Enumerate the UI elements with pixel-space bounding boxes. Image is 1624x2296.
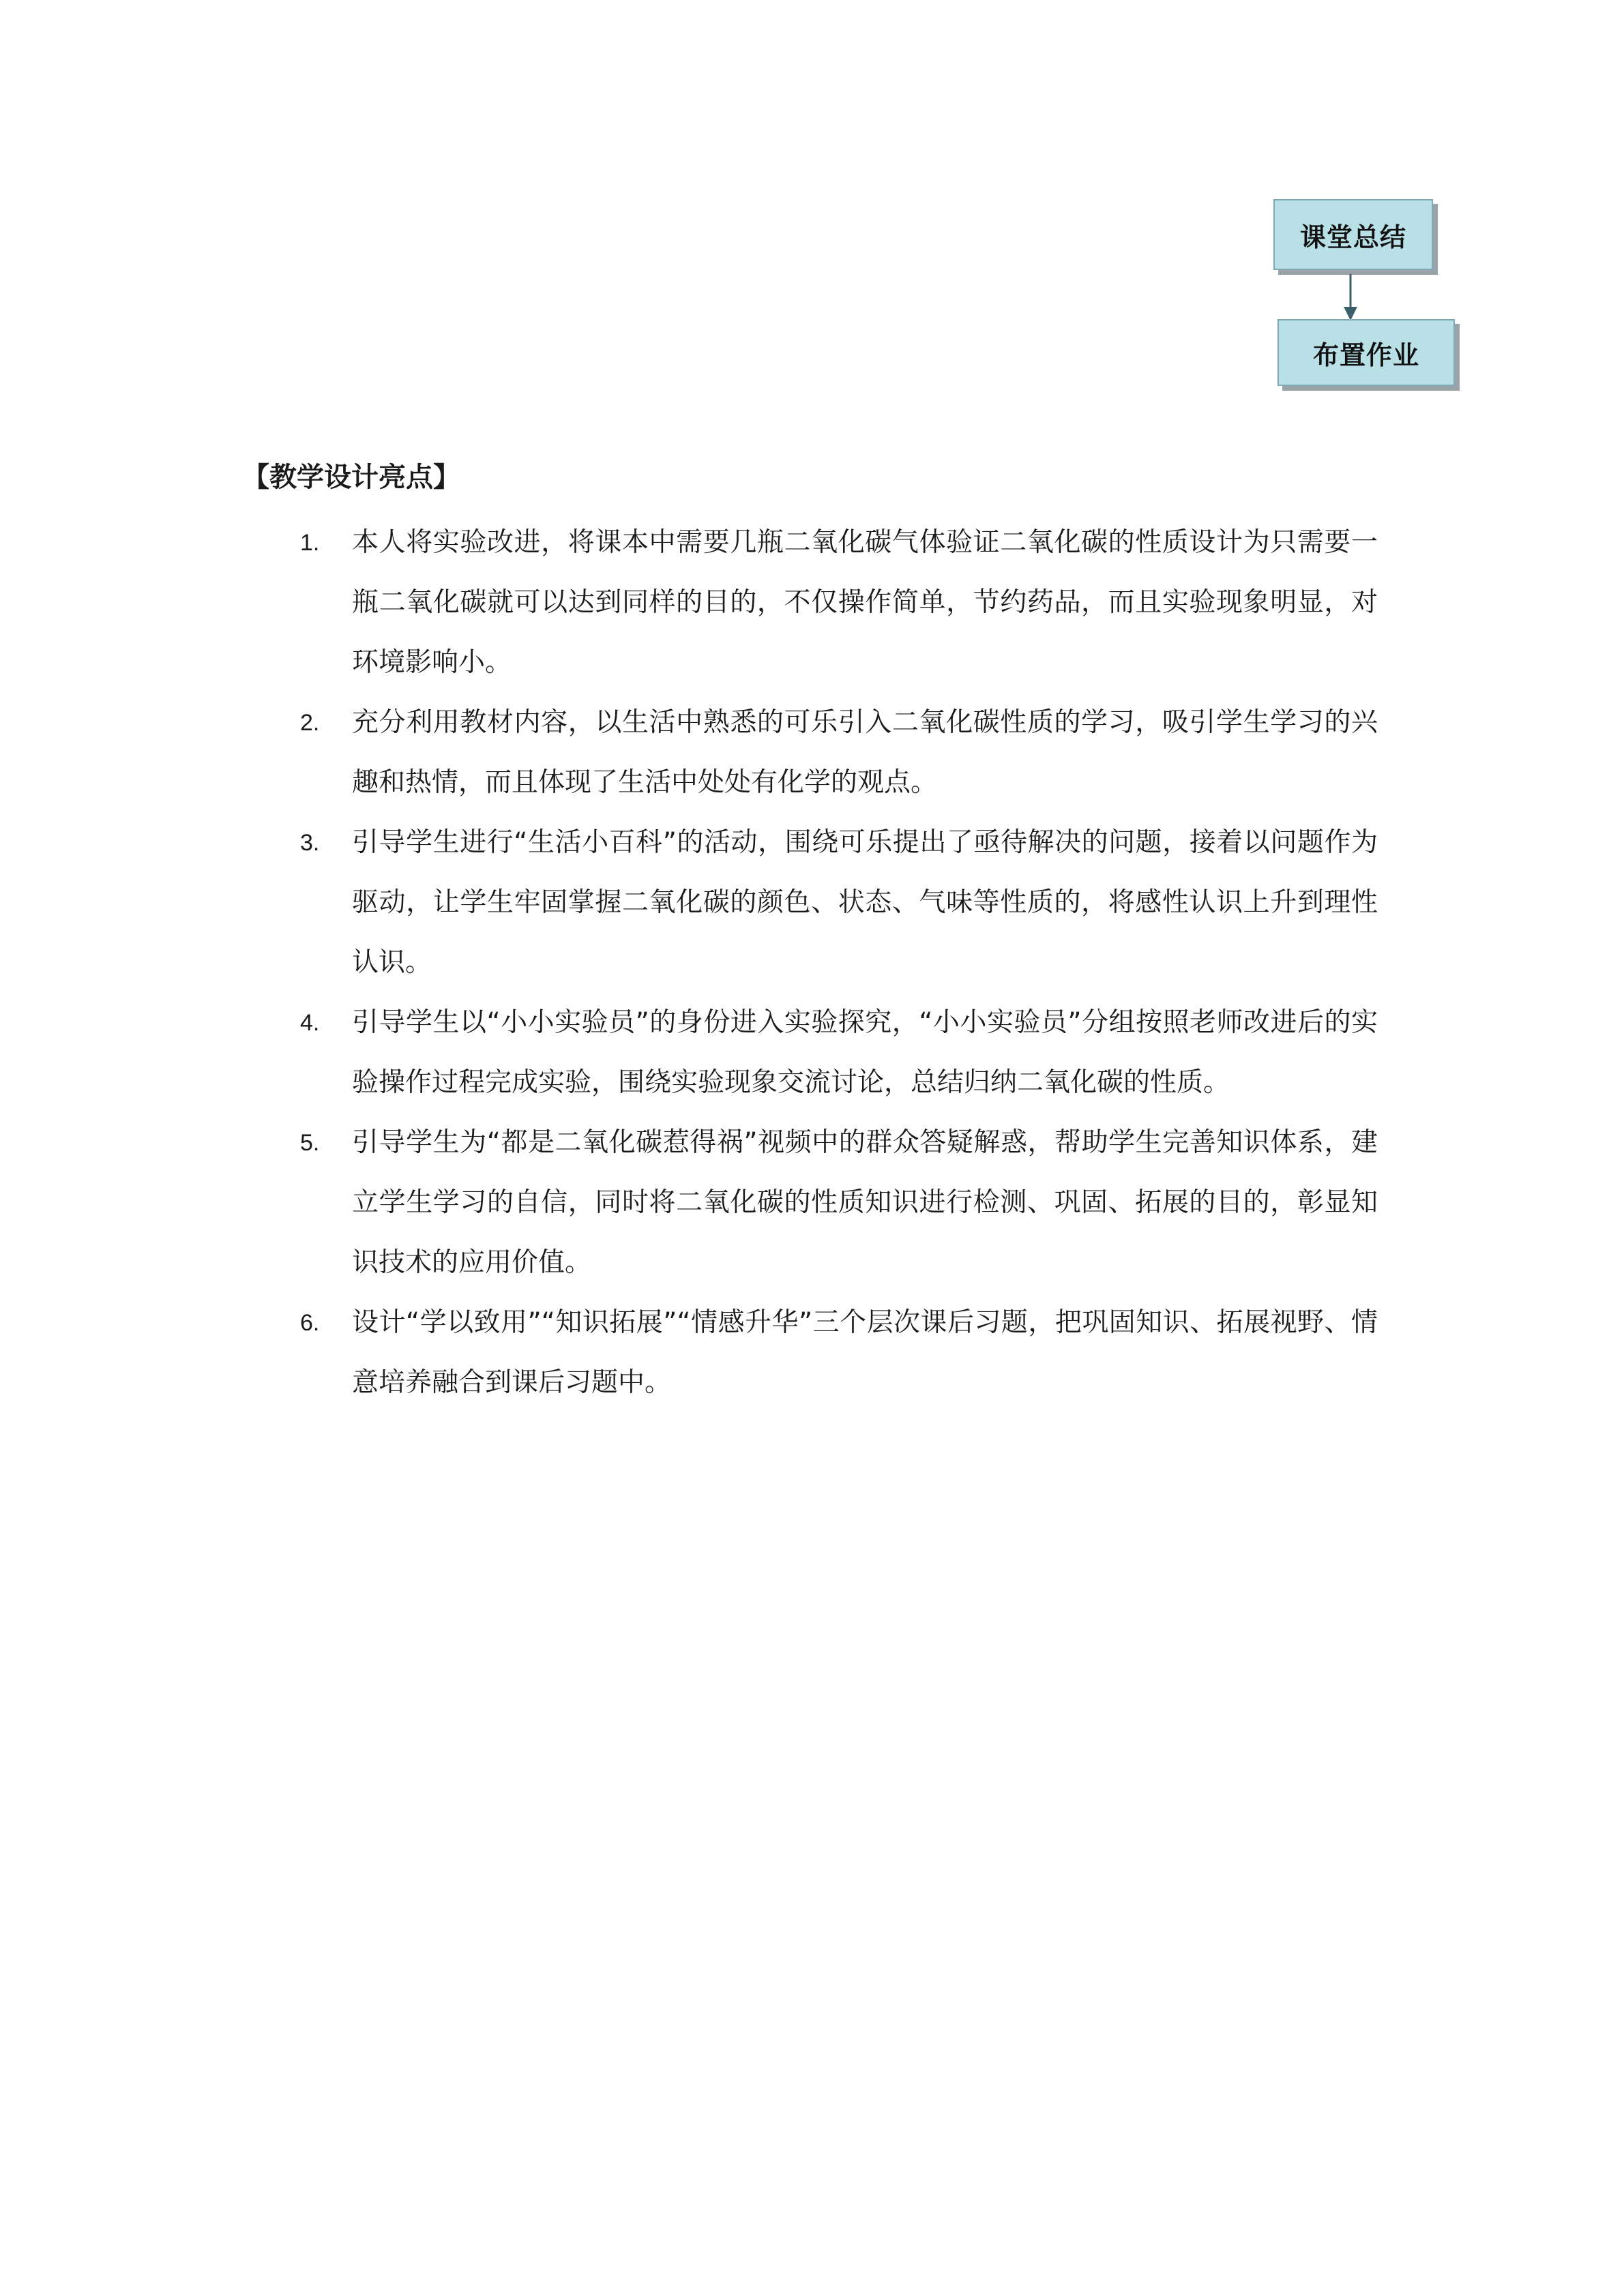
list-item (300, 513, 1378, 693)
flowchart-box-label: 布置作业 (1312, 340, 1419, 370)
item-text: 充分利用教材内容，以生活中熟悉的可乐引入二氧化碳性质的学习，吸引学生学习的兴趣和热情，而且体现了生活中处处有化学的观点。 (352, 707, 1378, 798)
section-title: 【教学设计亮点】 (242, 462, 460, 493)
item-number: 3. (300, 830, 320, 856)
list-item (300, 1113, 1378, 1293)
flowchart-arrow (1337, 274, 1364, 322)
item-number: 1. (300, 530, 320, 556)
highlights-list (300, 513, 1378, 1413)
item-text: 设计“学以致用”“知识拓展”“情感升华”三个层次课后习题，把巩固知识、拓展视野、情意培养融合到课后习题中。 (352, 1307, 1378, 1398)
flowchart-box-label: 课堂总结 (1299, 222, 1406, 252)
item-text: 引导学生以“小小实验员”的身份进入实验探究，“小小实验员”分组按照老师改进后的实验操作过程完成实验，围绕实验现象交流讨论，总结归纳二氧化碳的性质。 (352, 1007, 1378, 1098)
list-item (300, 813, 1378, 993)
flowchart-box-class-summary (1273, 199, 1433, 270)
item-number: 6. (300, 1310, 320, 1336)
flowchart-box-assign-homework (1278, 319, 1455, 386)
list-item (300, 993, 1378, 1113)
item-text: 引导学生进行“生活小百科”的活动，围绕可乐提出了亟待解决的问题，接着以问题作为驱动，让学生牢固掌握二氧化碳的颜色、状态、气味等性质的，将感性认识上升到理性认识。 (352, 827, 1378, 978)
item-number: 5. (300, 1130, 320, 1156)
item-text: 引导学生为“都是二氧化碳惹得祸”视频中的群众答疑解惑，帮助学生完善知识体系，建立学生学习的自信，同时将二氧化碳的性质知识进行检测、巩固、拓展的目的，彰显知识技术的应用价值。 (352, 1127, 1378, 1278)
list-item (300, 1293, 1378, 1413)
item-text: 本人将实验改进，将课本中需要几瓶二氧化碳气体验证二氧化碳的性质设计为只需要一瓶二氧化碳就可以达到同样的目的，不仅操作简单，节约药品，而且实验现象明显，对环境影响小。 (352, 527, 1378, 678)
item-number: 4. (300, 1010, 320, 1036)
item-number: 2. (300, 710, 320, 736)
list-item (300, 693, 1378, 813)
